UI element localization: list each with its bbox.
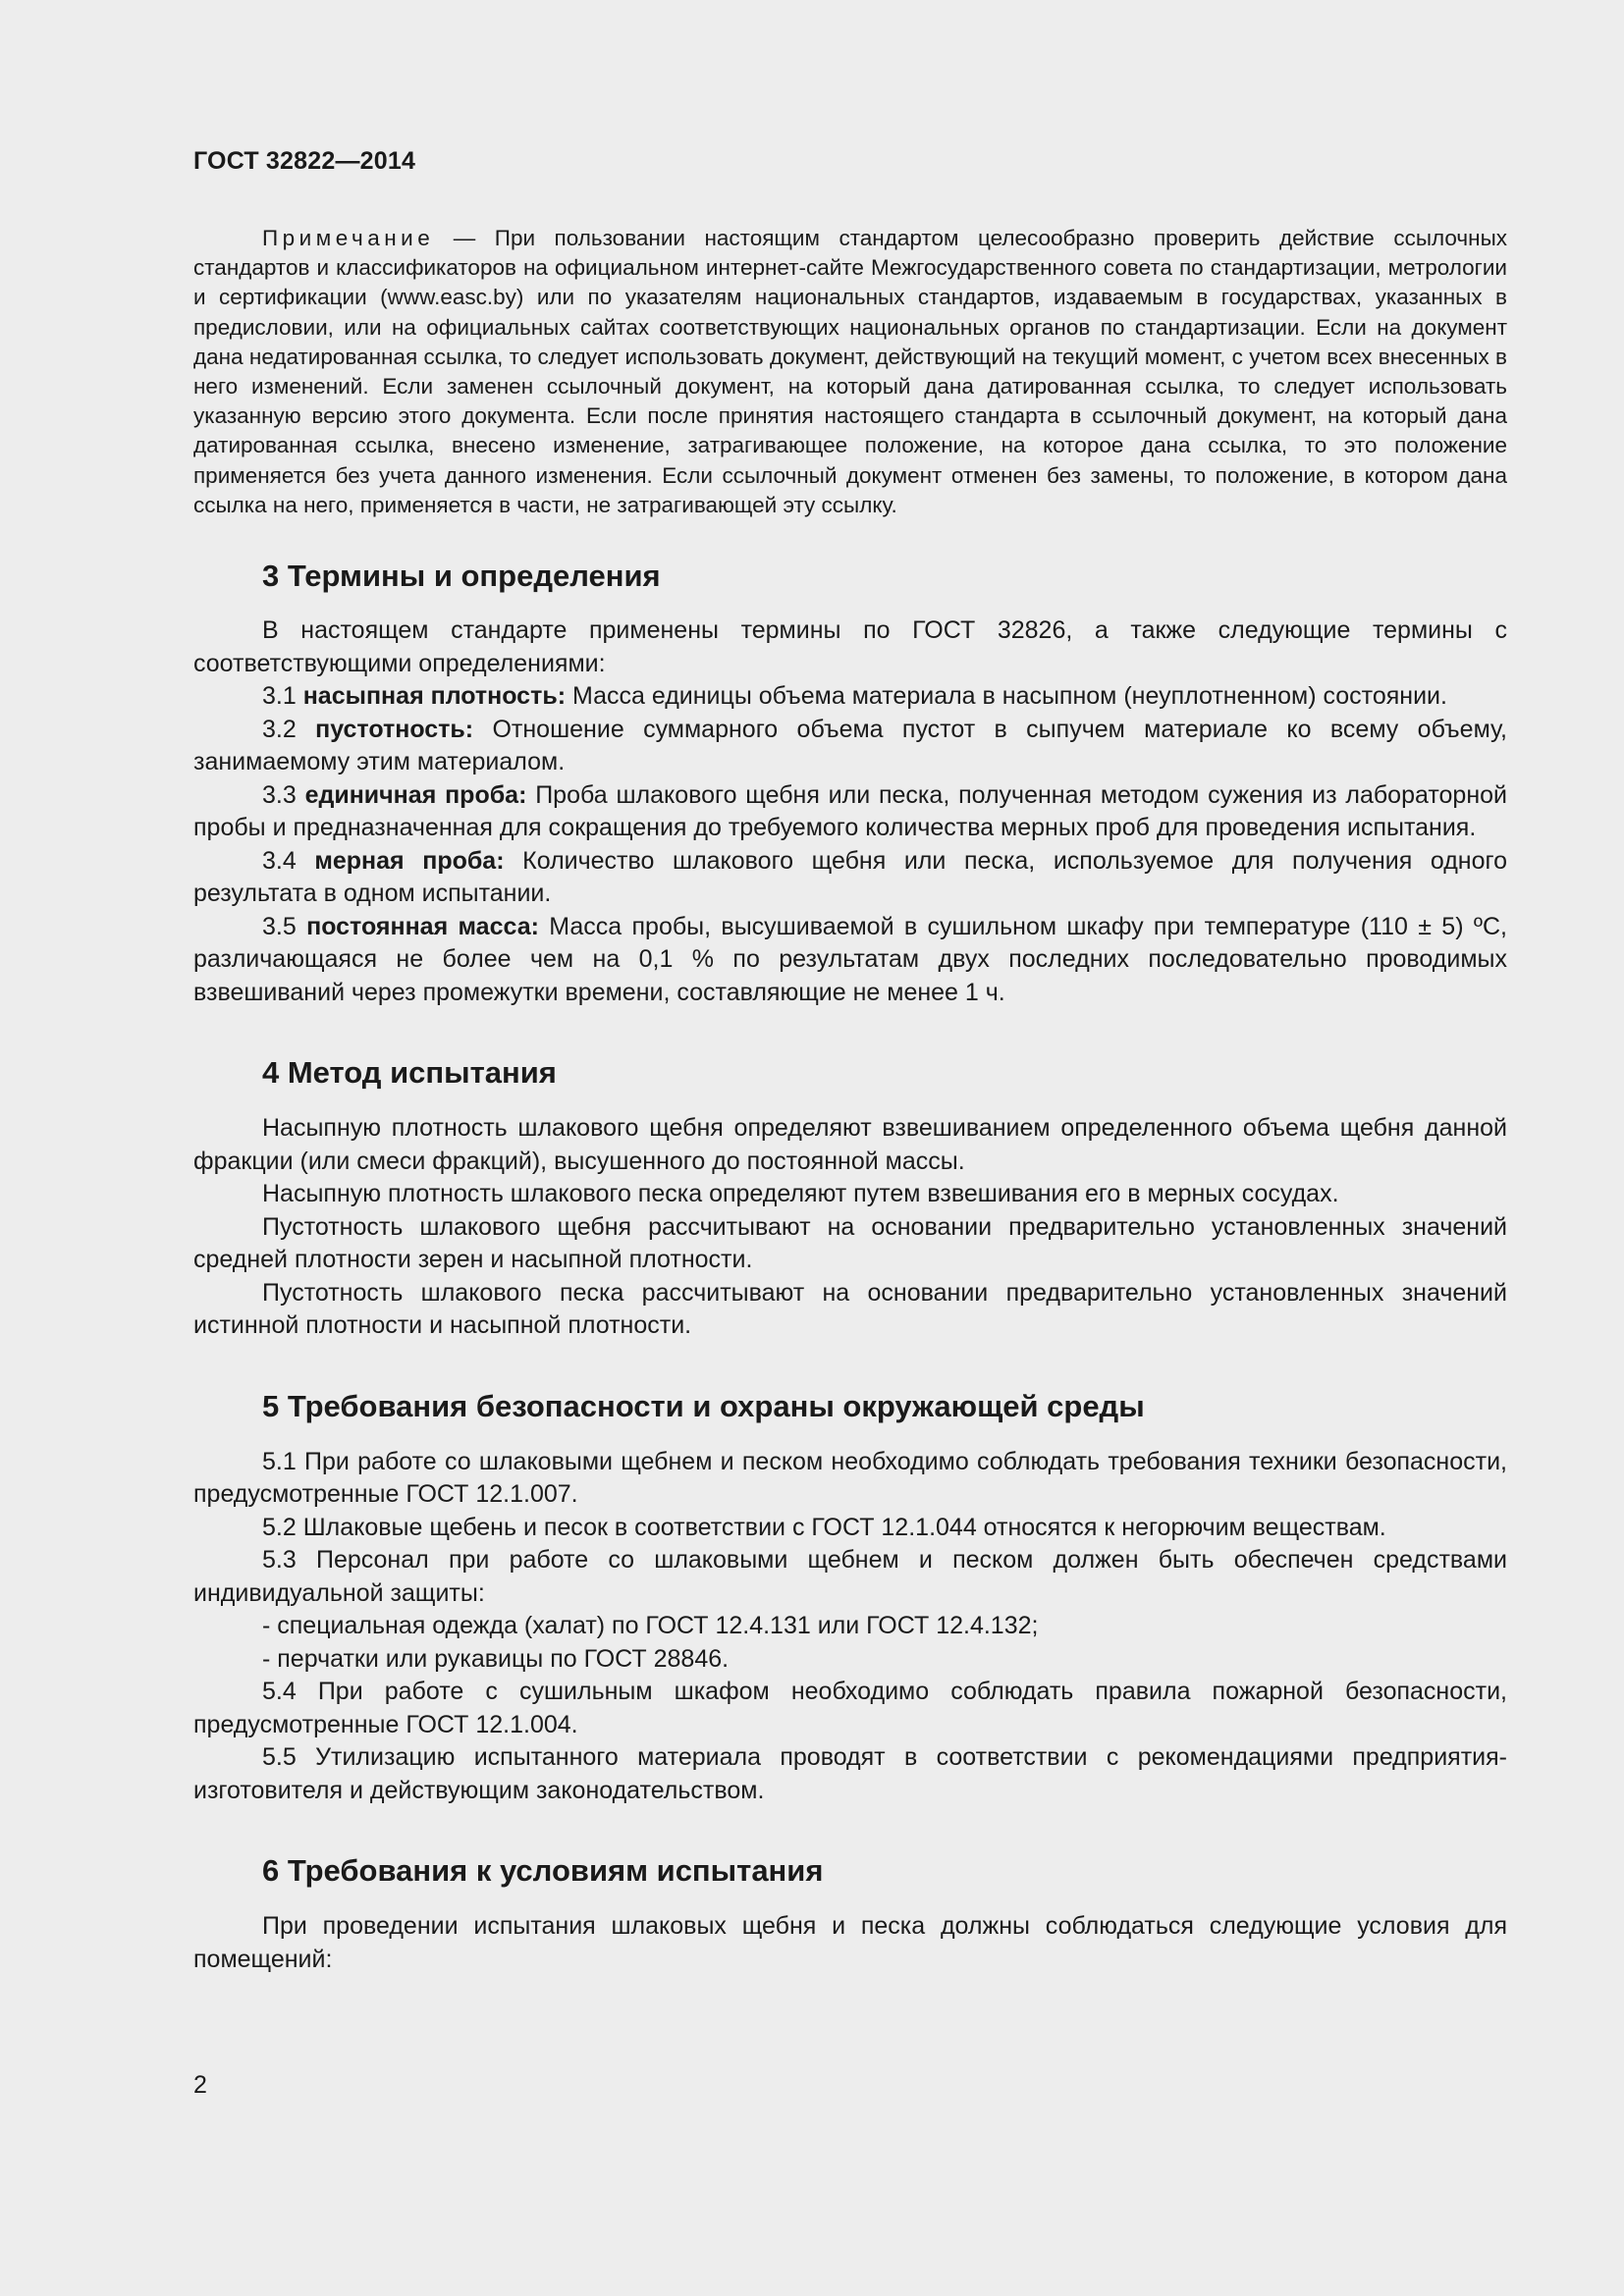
section-3-intro: В настоящем стандарте применены термины по ГОСТ 32826, а также следующие термины с соответствующими определениями:: [193, 616, 1507, 677]
section-5-heading: 5 Требования безопасности и охраны окружающей среды: [262, 1388, 1145, 1423]
document-content: [193, 224, 1507, 1976]
section-4-body: [193, 1112, 1507, 1343]
section-3-body: [193, 614, 1507, 1009]
term-3-5: [193, 911, 1507, 1010]
term-definition: Отношение суммарного объема пустот в сыпучем материале ко всему объему, занимаемому этим материалом.: [193, 715, 1507, 776]
term-number: 3.3: [262, 780, 305, 809]
term-name: насыпная плотность:: [302, 682, 567, 711]
paragraph: Пустотность шлакового песка рассчитывают на основании предварительно установленных значений истинной плотности и насыпной плотности.: [193, 1278, 1507, 1340]
page-number: 2: [193, 2071, 207, 2099]
section-3-heading: 3 Термины и определения: [262, 559, 661, 594]
paragraph: 5.2 Шлаковые щебень и песок в соответствии с ГОСТ 12.1.044 относятся к негорючим веществам.: [262, 1513, 1386, 1541]
term-3-3: [193, 779, 1507, 845]
term-definition: Проба шлакового щебня или песка, полученная методом сужения из лабораторной пробы и предназначенная для сокращения до требуемого количества мерных проб для проведения испытания.: [193, 780, 1507, 842]
note-text: При пользовании настоящим стандартом целесообразно проверить действие ссылочных стандартов и классификаторов на официальном интернет-сайте Межгосударственного совета по стандартизации, метрологии и сертификации (www.easc.by) или по указателям национальных стандартов, издаваемым в государствах, указанных в предисловии, или на официальных сайтах соответствующих национальных органов по стандартизации. Если на документ дана недатированная ссылка, то следует использовать документ, действующий на текущий момент, с учетом всех внесенных в него изменений. Если заменен ссылочный документ, на который дана датированная ссылка, то следует использовать указанную версию этого документа. Если после принятия настоящего стандарта в ссылочный документ, на который дана датированная ссылка, внесено изменение, затрагивающее положение, на которое дана ссылка, то это положение применяется без учета данного изменения. Если ссылочный документ отменен без замены, то положение, в котором дана ссылка на него, применяется в части, не затрагивающей эту ссылку.: [193, 226, 1507, 517]
term-3-1: [193, 680, 1507, 714]
term-number: 3.1: [262, 682, 303, 711]
term-name: единичная проба:: [304, 780, 527, 809]
term-name: мерная проба:: [314, 846, 505, 875]
term-3-4: [193, 845, 1507, 911]
paragraph: Пустотность шлакового щебня рассчитывают на основании предварительно установленных значений средней плотности зерен и насыпной плотности.: [193, 1212, 1507, 1274]
section-4-heading: 4 Метод испытания: [262, 1055, 557, 1091]
paragraph: При проведении испытания шлаковых щебня и песка должны соблюдаться следующие условия для помещений:: [193, 1912, 1507, 1973]
section-5-body: [193, 1446, 1507, 1808]
term-name: пустотность:: [315, 715, 474, 743]
paragraph: 5.3 Персонал при работе со шлаковыми щебнем и песком должен быть обеспечен средствами индивидуальной защиты:: [193, 1546, 1507, 1607]
section-6-heading: 6 Требования к условиям испытания: [262, 1853, 824, 1889]
section-6-body: [193, 1910, 1507, 1976]
term-definition: Масса пробы, высушиваемой в сушильном шкафу при температуре (110 ± 5) ºС, различающаяся не более чем на 0,1 % по результатам двух последних последовательно проводимых взвешиваний через промежутки времени, составляющие не менее 1 ч.: [193, 912, 1507, 1006]
term-number: 3.4: [262, 846, 315, 875]
note-dash: —: [434, 226, 495, 250]
term-definition: Количество шлакового щебня или песка, используемое для получения одного результата в одном испытании.: [193, 846, 1507, 908]
paragraph: Насыпную плотность шлакового щебня определяют взвешиванием определенного объема щебня данной фракции (или смеси фракций), высушенного до постоянной массы.: [193, 1114, 1507, 1175]
paragraph: 5.5 Утилизацию испытанного материала проводят в соответствии с рекомендациями предприятия-изготовителя и действующим законодательством.: [193, 1743, 1507, 1804]
list-item: - перчатки или рукавицы по ГОСТ 28846.: [262, 1644, 730, 1673]
term-definition: Масса единицы объема материала в насыпном (неуплотненном) состоянии.: [566, 682, 1447, 711]
paragraph: 5.1 При работе со шлаковыми щебнем и песком необходимо соблюдать требования техники безопасности, предусмотренные ГОСТ 12.1.007.: [193, 1447, 1507, 1509]
term-number: 3.5: [262, 912, 307, 940]
term-name: постоянная масса:: [306, 912, 539, 940]
term-number: 3.2: [262, 715, 316, 743]
term-3-2: [193, 714, 1507, 779]
paragraph: Насыпную плотность шлакового песка определяют путем взвешивания его в мерных сосудах.: [262, 1180, 1339, 1208]
note-label: Примечание: [262, 226, 435, 250]
list-item: - специальная одежда (халат) по ГОСТ 12.4.131 или ГОСТ 12.4.132;: [262, 1612, 1039, 1640]
paragraph: 5.4 При работе с сушильным шкафом необходимо соблюдать правила пожарной безопасности, предусмотренные ГОСТ 12.1.004.: [193, 1678, 1507, 1738]
document-header: ГОСТ 32822—2014: [193, 147, 416, 175]
note-paragraph: [193, 224, 1507, 520]
